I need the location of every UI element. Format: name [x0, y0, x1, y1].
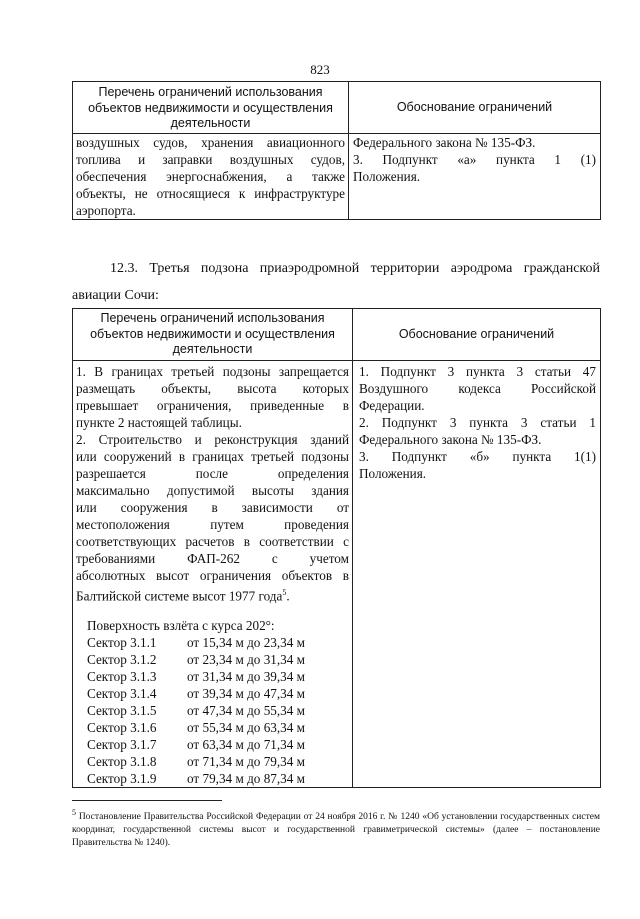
sector-range: от 63,34 м до 71,34 м [187, 737, 306, 753]
page-number: 823 [310, 62, 330, 77]
sector-name: Сектор 3.1.8 [87, 754, 157, 770]
header-restrictions: Перечень ограничений использования объектов недвижимости и осуществления деятельности [73, 82, 349, 134]
sector-name: Сектор 3.1.1 [87, 635, 157, 651]
section-heading: 12.3. Третья подзона приаэродромной территории аэродрома гражданской [110, 261, 600, 276]
section-heading-continuation: авиации Сочи: [72, 288, 159, 303]
restrictions-table-continued [72, 81, 601, 220]
third-subzone-table [72, 308, 601, 788]
table2-restrictions-cell: 1. В границах третьей подзоны запрещается размещать объекты, высота которых превышает ограничения, приведенные в пункте 2 настоящей таблицы. 2. Строительство и реконструкция зданий или сооружений в границах третьей подзоны разрешается после определения максимально допустимой высоты здания или сооружения в зависимости от местоположения путем проведения соответствующих расчетов в соответствии с требованиями ФАП-262 с учетом абсолютных высот ограничения объектов в Балтийской системе высот 1977 года$^5$. Поверхность взлёта с курса 202°: Сектор 3.1.1 от 15,34 м до 23,34 м Сектор 3.1.2 от 23,34 м до 31,34 м Сектор 3.1.3 от 31,34 м до 39,34 м Сектор 3.1.4 от 39,34 м до 47,34 м Сектор 3.1.5 от 47,34 м до 55,34 м Сектор 3.1.6 от 55,34 м до 63,34 м Сектор 3.1.7 от 63,34 м до 71,34 м Сектор 3.1.8 от 71,34 м до 79,34 м Сектор 3.1.9 от 79,34 м до 87,34 м [73, 361, 353, 788]
sector-range: от 39,34 м до 47,34 м [187, 686, 306, 702]
sector-name: Сектор 3.1.7 [87, 737, 157, 753]
sector-name: Сектор 3.1.5 [87, 703, 157, 719]
sector-range: от 55,34 м до 63,34 м [187, 720, 306, 736]
sector-row [76, 634, 349, 651]
sector-row [76, 651, 349, 668]
footnote-ref: 5 [282, 588, 287, 597]
sector-name: Сектор 3.1.6 [87, 720, 157, 736]
header-justification: Обоснование ограничений [349, 82, 601, 134]
sector-row [76, 770, 349, 787]
sector-row [76, 702, 349, 719]
sector-row [76, 736, 349, 753]
sector-list [76, 634, 349, 787]
footnote-number: 5 [72, 808, 76, 817]
sector-range: от 23,34 м до 31,34 м [187, 652, 306, 668]
table1-justification-cell: Федерального закона № 135-ФЗ. 3. Подпункт «а» пункта 1 (1) Положения. [349, 134, 601, 220]
sector-name: Сектор 3.1.3 [87, 669, 157, 685]
footnote-separator [72, 800, 222, 801]
sector-name: Сектор 3.1.2 [87, 652, 157, 668]
table2-justification-cell: 1. Подпункт 3 пункта 3 статьи 47 Воздушного кодекса Российской Федерации. 2. Подпункт 3 пункта 3 статьи 1 Федерального закона № 135-ФЗ. 3. Подпункт «б» пункта 1(1) Положения. [353, 361, 601, 788]
sector-row [76, 668, 349, 685]
sector-row [76, 719, 349, 736]
sector-row [76, 685, 349, 702]
sector-range: от 31,34 м до 39,34 м [187, 669, 306, 685]
surface-heading: Поверхность взлёта с курса 202°: [87, 618, 275, 634]
table1-restrictions-cell: воздушных судов, хранения авиационного топлива и заправки воздушных судов, обеспечения энергоснабжения, а также объекты, не относящиеся к инфраструктуре аэропорта. [73, 134, 349, 220]
sector-range: от 71,34 м до 79,34 м [187, 754, 306, 770]
sector-range: от 47,34 м до 55,34 м [187, 703, 306, 719]
sector-range: от 79,34 м до 87,34 м [187, 771, 306, 787]
sector-row [76, 753, 349, 770]
sector-range: от 15,34 м до 23,34 м [187, 635, 306, 651]
footnote: $^5$ Постановление Правительства Российской Федерации от 24 ноября 2016 г. № 1240 «Об установлении государственных систем координат, государственной системы высот и государственной гравиметрической системы» (далее – постановление Правительства № 1240). [72, 808, 600, 849]
header-justification: Обоснование ограничений [353, 309, 601, 361]
sector-name: Сектор 3.1.9 [87, 771, 157, 787]
header-restrictions: Перечень ограничений использования объектов недвижимости и осуществления деятельности [73, 309, 353, 361]
last-paragraph-line: Балтийской системе высот 1977 года$^5$. [76, 588, 290, 604]
sector-name: Сектор 3.1.4 [87, 686, 157, 702]
